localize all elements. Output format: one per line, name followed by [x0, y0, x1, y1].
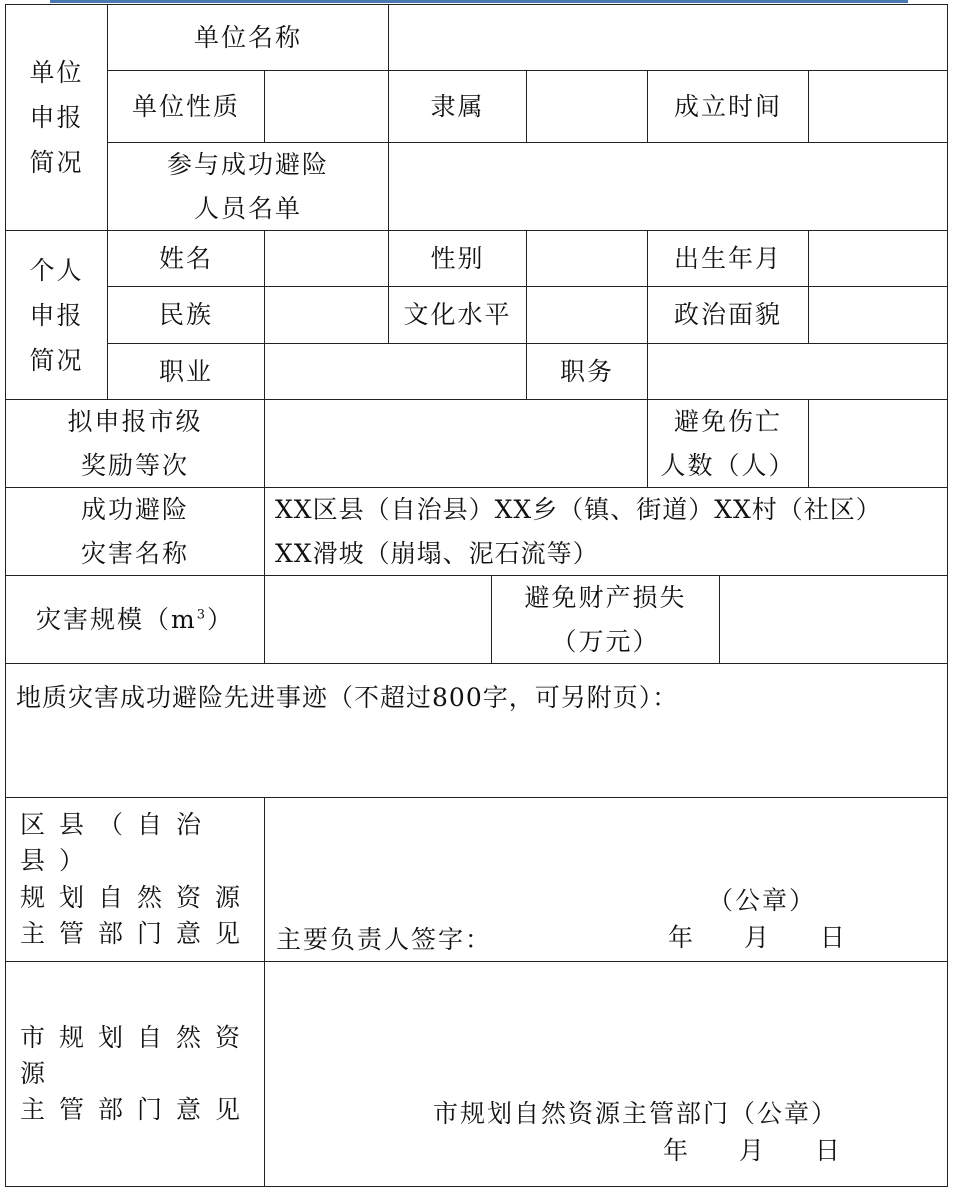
award-level-label: 拟申报市级 奖励等次: [5, 399, 265, 488]
political-value[interactable]: [808, 286, 948, 344]
gender-value[interactable]: [526, 230, 648, 287]
casualties-value[interactable]: [808, 399, 948, 488]
disaster-scale-value[interactable]: [264, 575, 492, 664]
deeds-field[interactable]: [5, 663, 948, 798]
ethnicity-value[interactable]: [264, 286, 389, 344]
affiliation-label: 隶属: [388, 70, 527, 143]
county-date: 年 月 日: [668, 923, 851, 952]
casualties-label: 避免伤亡 人数（人）: [647, 399, 809, 488]
affiliation-value[interactable]: [526, 70, 648, 143]
property-loss-label: 避免财产损失 （万元）: [491, 575, 720, 664]
unit-section-label: 单位 申报 简况: [5, 4, 108, 231]
occupation-value[interactable]: [264, 343, 527, 400]
personal-section-label: 个人 申报 简况: [5, 230, 108, 400]
deeds-label: 地质灾害成功避险先进事迹（不超过800字，可另附页）：: [16, 683, 679, 712]
county-signer-label: 主要负责人签字：: [276, 925, 493, 954]
city-opinion-label: 市规划自然资源 主管部门意见: [5, 961, 265, 1187]
unit-name-value[interactable]: [388, 4, 948, 71]
members-value[interactable]: [388, 142, 948, 231]
education-value[interactable]: [526, 286, 648, 344]
founded-value[interactable]: [808, 70, 948, 143]
property-loss-value[interactable]: [719, 575, 948, 664]
person-name-label: 姓名: [107, 230, 265, 287]
person-name-value[interactable]: [264, 230, 389, 287]
county-seal-text: （公章）: [708, 886, 817, 915]
position-label: 职务: [526, 343, 648, 400]
unit-name-label: 单位名称: [107, 4, 389, 71]
birth-value[interactable]: [808, 230, 948, 287]
birth-label: 出生年月: [647, 230, 809, 287]
disaster-scale-label: 灾害规模$(m^3)$: [5, 575, 265, 664]
position-value[interactable]: [647, 343, 948, 400]
ethnicity-label: 民族: [107, 286, 265, 344]
unit-nature-value[interactable]: [264, 70, 389, 143]
disaster-name-label: 成功避险 灾害名称: [5, 487, 265, 576]
disaster-name-value[interactable]: XX区县（自治县）XX乡（镇、街道）XX村（社区） XX滑坡（崩塌、泥石流等）: [264, 487, 948, 576]
founded-label: 成立时间: [647, 70, 809, 143]
award-level-value[interactable]: [264, 399, 648, 488]
political-label: 政治面貌: [647, 286, 809, 344]
occupation-label: 职业: [107, 343, 265, 400]
city-seal-text: 市规划自然资源主管部门（公章）: [433, 1099, 839, 1128]
county-opinion-label: 区县（自治县） 规划自然资源 主管部门意见: [5, 797, 265, 962]
top-border-line: [50, 0, 908, 3]
members-label: 参与成功避险 人员名单: [107, 142, 389, 231]
education-label: 文化水平: [388, 286, 527, 344]
unit-nature-label: 单位性质: [107, 70, 265, 143]
gender-label: 性别: [388, 230, 527, 287]
city-date: 年 月 日: [663, 1136, 846, 1165]
